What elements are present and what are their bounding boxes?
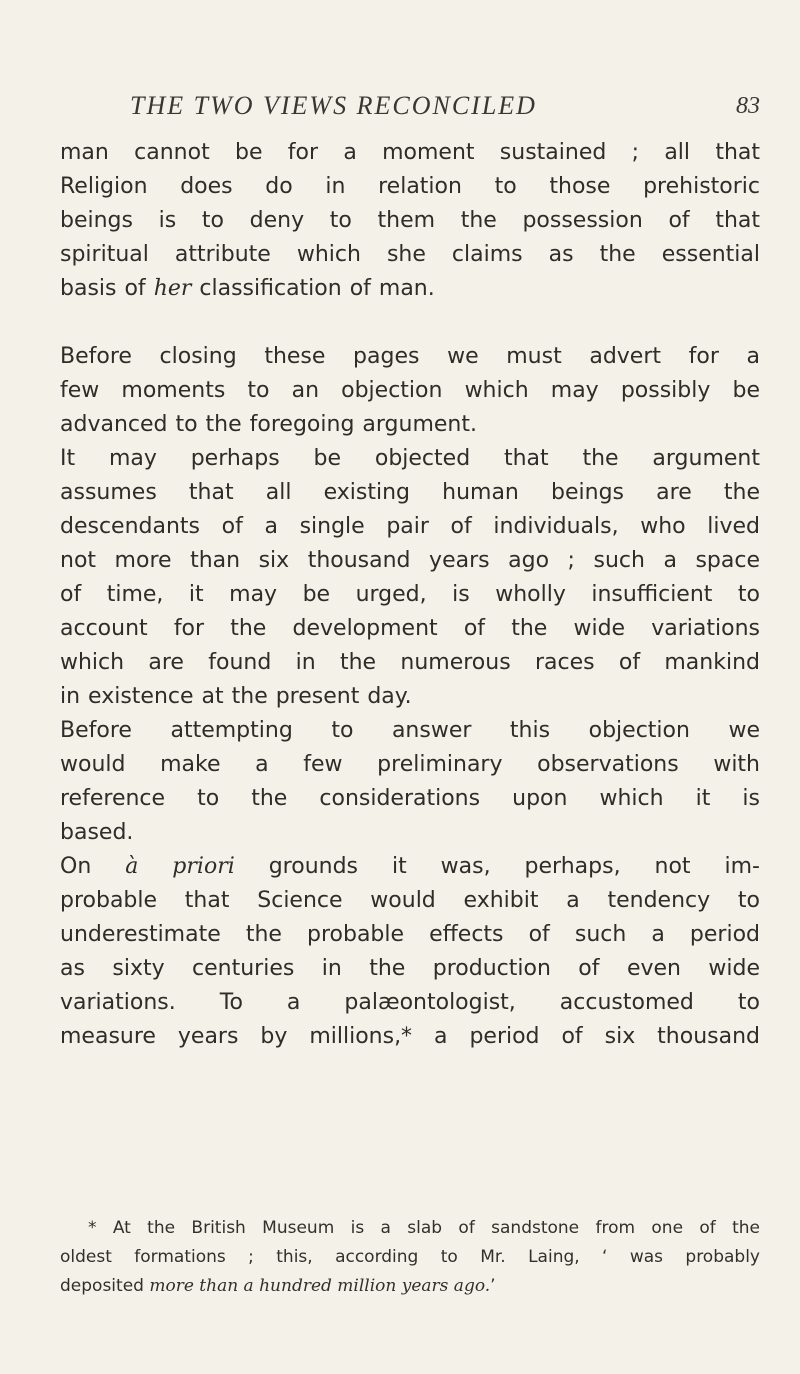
text-line: underestimate the probable effects of such a period bbox=[60, 922, 760, 947]
text-line bbox=[60, 850, 760, 884]
body-text bbox=[60, 136, 760, 1054]
text-run: ’ bbox=[490, 1276, 496, 1296]
italic-phrase: à priori bbox=[125, 854, 235, 879]
text-line bbox=[60, 272, 760, 306]
text-line: few moments to an objection which may possibly be bbox=[60, 378, 760, 403]
text-line: variations. To a palæontologist, accustomed to bbox=[60, 990, 760, 1015]
text-line: account for the development of the wide variations bbox=[60, 616, 760, 641]
text-line: It may perhaps be objected that the argument bbox=[60, 446, 760, 471]
footnote-line bbox=[60, 1272, 760, 1301]
text-line: as sixty centuries in the production of even wide bbox=[60, 956, 760, 981]
italic-phrase: more than a hundred million years ago. bbox=[149, 1276, 491, 1296]
text-line: beings is to deny to them the possession of that bbox=[60, 208, 760, 233]
running-title: THE TWO VIEWS RECONCILED bbox=[130, 91, 537, 120]
footnote-line: oldest formations ; this, according to Mr. Laing, ‘ was probably bbox=[60, 1247, 760, 1267]
text-line: assumes that all existing human beings are the bbox=[60, 480, 760, 505]
text-line: of time, it may be urged, is wholly insufficient to bbox=[60, 582, 760, 607]
text-line: descendants of a single pair of individuals, who lived bbox=[60, 514, 760, 539]
text-run: deposited bbox=[60, 1276, 150, 1296]
text-line: spiritual attribute which she claims as the essential bbox=[60, 242, 760, 267]
text-run: On bbox=[60, 854, 126, 879]
text-line: reference to the considerations upon which it is bbox=[60, 786, 760, 811]
text-run: basis of bbox=[60, 276, 154, 301]
text-run: classification of man. bbox=[191, 276, 435, 301]
text-line: not more than six thousand years ago ; such a space bbox=[60, 548, 760, 573]
text-line: Religion does do in relation to those prehistoric bbox=[60, 174, 760, 199]
text-line: measure years by millions,* a period of six thousand bbox=[60, 1024, 760, 1049]
text-run: grounds it was, perhaps, not im- bbox=[234, 854, 760, 879]
text-line: man cannot be for a moment sustained ; all that bbox=[60, 140, 760, 165]
text-line: Before attempting to answer this objection we bbox=[60, 718, 760, 743]
text-line: in existence at the present day. bbox=[60, 684, 412, 709]
text-line: probable that Science would exhibit a tendency to bbox=[60, 888, 760, 913]
text-line: advanced to the foregoing argument. bbox=[60, 412, 477, 437]
text-line: Before closing these pages we must advert for a bbox=[60, 344, 760, 369]
italic-word: her bbox=[153, 276, 192, 301]
text-line: based. bbox=[60, 820, 134, 845]
text-line: would make a few preliminary observations with bbox=[60, 752, 760, 777]
footnote-line: * At the British Museum is a slab of sandstone from one of the bbox=[88, 1218, 760, 1238]
footnote bbox=[60, 1214, 760, 1301]
text-line: which are found in the numerous races of mankind bbox=[60, 650, 760, 675]
page-number: 83 bbox=[736, 93, 760, 119]
